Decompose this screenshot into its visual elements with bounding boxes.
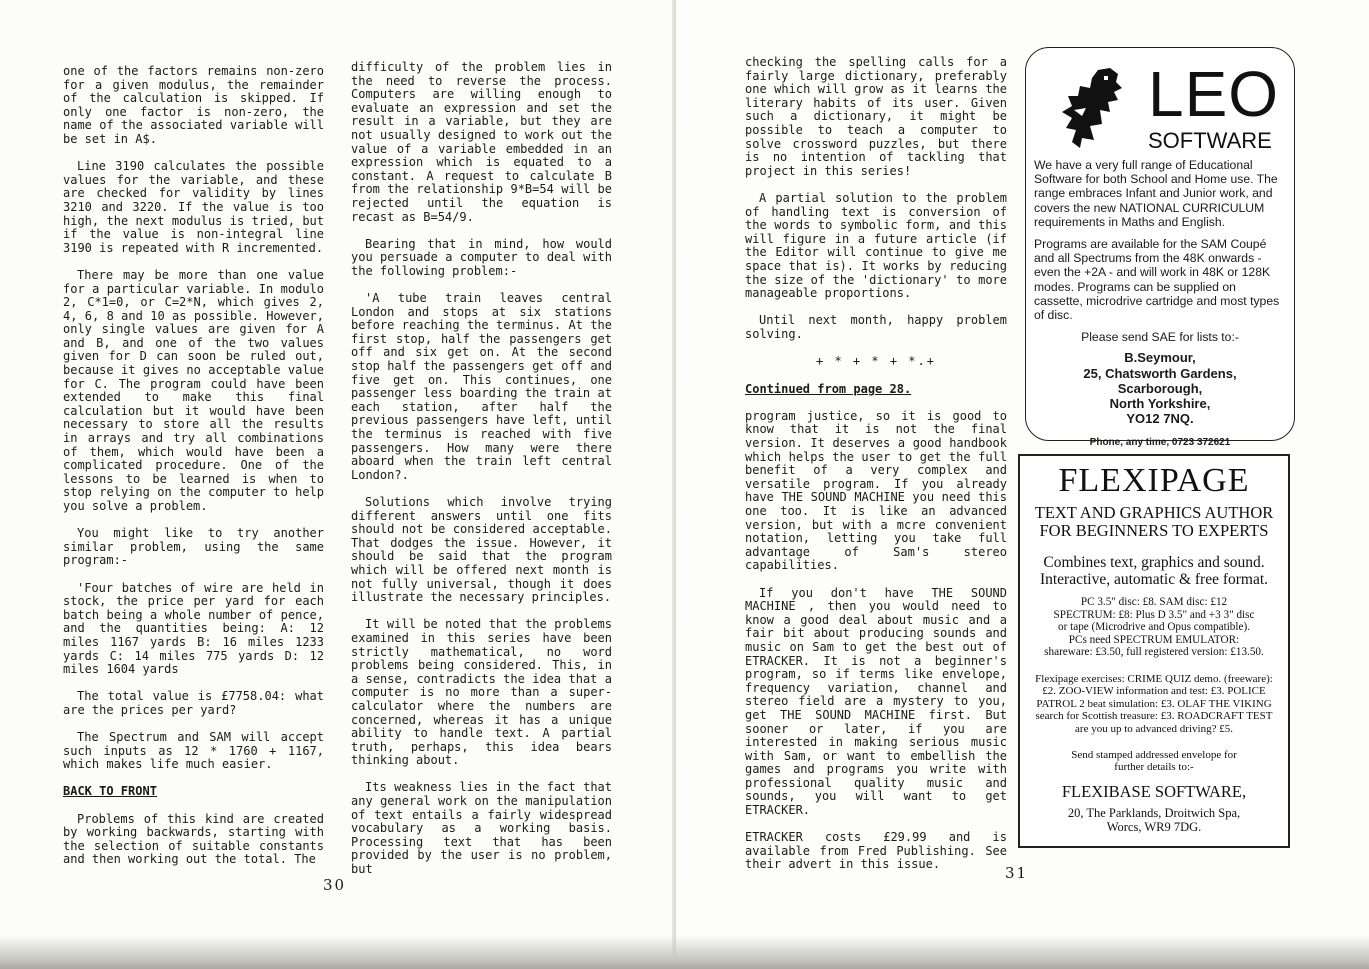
section-heading: BACK TO FRONT [63, 784, 157, 799]
paragraph: The Spectrum and SAM will accept such inputs as 12 * 1760 + 1167, which makes life much easier. [63, 730, 324, 772]
price-line: PC 3.5" disc: £8. SAM disc: £12 [1080, 596, 1228, 608]
flexipage-send [1020, 749, 1288, 774]
paragraph: There may be more than one value for a particular variable. In modulo 2, C*1=0, or C=2*N, which gives 2, 4, 6, 8 and 10 as possible. However, only single values are given for A and B, and one of the two values given for D can soon be ruled out, because it gives no acceptable value for C. The program could have been extended to make this final calculation but it would have been necessary to store all the results in arrays and try all combinations of them, which would have been a complicated procedure. One of the lessons to be learned is when to stop relying on the computer to help you solve a problem. [63, 267, 324, 513]
address-line: YO12 7NQ. [1126, 411, 1194, 427]
scan-edge-shadow [0, 935, 1369, 969]
address-line: 20, The Parklands, Droitwich Spa, [1067, 805, 1241, 820]
price-line: shareware: £3.50, full registered version: £13.50. [1044, 646, 1264, 659]
leo-title: LEO [1148, 58, 1280, 130]
leo-paragraph: We have a very full range of Educational Software for both School and Home use. The range embraces Infant and Junior work, and covers the new NATIONAL CURRICULUM requirements in Maths and English. [1034, 158, 1278, 229]
address-line: 25, Chatsworth Gardens, [1083, 365, 1237, 381]
flexipage-advert [1018, 454, 1290, 848]
price-line: SPECTRUM: £8: Plus D 3.5" and +3 3" disc [1053, 608, 1255, 621]
left-page [0, 0, 676, 969]
paragraph: checking the spelling calls for a fairly large dictionary, preferably one which will grow as it learns the literary habits of its user. Given such a dictionary, it might be possible to teach a computer to solve crossword puzzles, but there is no intention of tackling that project in this series! [745, 55, 1007, 178]
paragraph: Its weakness lies in the fact that any general work on the manipulation of text entails a fairly widespread vocabulary as a working basis. Processing text that has been provided by the user is no problem, but [351, 780, 612, 877]
address-line: North Yorkshire, [1109, 396, 1211, 412]
section-heading: Continued from page 28. [745, 381, 912, 396]
send-line: further details to:- [1114, 761, 1194, 774]
send-line: Send stamped addressed envelope for [1071, 749, 1237, 761]
paragraph: The total value is £7758.04: what are the prices per yard? [63, 689, 324, 717]
leo-address [1034, 350, 1286, 426]
flexipage-exercises: Flexipage exercises: CRIME QUIZ demo. (freeware): £2. ZOO-VIEW information and test: £3. POLICE PATROL 2 beat simulation: £3. OLAF THE VIKING search for Scottish treasure: £3. ROADCRAFT TEST are you up to advanced driving? £5. [1035, 672, 1273, 735]
right-column [745, 56, 1007, 886]
paragraph: Problems of this kind are created by working backwards, starting with the selection of suitable constants and then working out the total. The [63, 811, 324, 867]
leo-software-advert [1025, 47, 1295, 449]
subtitle-line: FOR BEGINNERS TO EXPERTS [1039, 521, 1269, 540]
section-divider: + * + * + *.+ [816, 354, 936, 369]
subtitle-line: TEXT AND GRAPHICS AUTHOR [1034, 503, 1274, 522]
paragraph: Solutions which involve trying different answers until one fits should not be considered acceptable. That dodges the issue. However, it should be said that the program which will be offered next month is not fully universal, though it does illustrate the necessary principles. [351, 495, 612, 605]
leo-header [1026, 48, 1294, 158]
flexipage-address [1020, 806, 1288, 834]
flexipage-company: FLEXIBASE SOFTWARE, [1061, 781, 1247, 801]
leo-body [1026, 158, 1294, 451]
leo-phone: Phone, any time, 0723 372621 [1089, 437, 1231, 449]
address-line: Scarborough, [1117, 380, 1203, 396]
price-line: or tape (Microdrive and Opus compatible). [1058, 621, 1250, 634]
paragraph: ETRACKER costs £29.99 and is available from Fred Publishing. See their advert in this issue. [745, 830, 1007, 872]
leo-subtitle: SOFTWARE [1148, 128, 1272, 153]
leo-send-line: Please send SAE for lists to:- [1081, 330, 1239, 345]
page-number: 30 [323, 876, 347, 894]
paragraph: A partial solution to the problem of handling text is conversion of the words to symbolic form, and this will figure in a future article (if the Editor will continue to give me space that is). It works by reducing the size of the 'dictionary' to more manageable proportions. [745, 190, 1007, 301]
lion-logo-icon [1060, 66, 1126, 150]
address-line: B.Seymour, [1124, 350, 1196, 366]
paragraph: You might like to try another similar problem, using the same program:- [63, 526, 324, 568]
flexipage-title: FLEXIPAGE [1058, 462, 1250, 499]
address-line: Worcs, WR9 7DG. [1106, 819, 1202, 834]
paragraph: 'A tube train leaves central London and stops at six stations before reaching the terminus. At the first stop, half the passengers get off and six get on. At the second stop half the passengers get off and five get on. This continues, one passenger less boarding the train at each station, after half the previous passengers have left, until the terminus is reached with five passengers. How many were there aboard when the train left central London?. [351, 291, 612, 482]
paragraph: Line 3190 calculates the possible values for the variable, and these are checked for validity by lines 3210 and 3220. If the value is too high, the next modulus is tried, but if the value is non-integral line 3190 is repeated with R incremented. [63, 159, 324, 255]
flexipage-features [1020, 554, 1288, 588]
paragraph: program justice, so it is good to know that it is not the final version. It deserves a good handbook which helps the user to get the full benefit of a very complex and versatile program. If you already have THE SOUND MACHINE you need this one too. It is like an advanced version, but with a mcre convenient notation, letting you take full advantage of Sam's stereo capabilities. [745, 408, 1007, 573]
left-column-2 [351, 61, 612, 890]
paragraph: Bearing that in mind, how would you persuade a computer to deal with the following problem:- [351, 236, 612, 278]
paragraph: one of the factors remains non-zero for a given modulus, the remainder of the calculation is skipped. If only one factor is non-zero, the name of the associated variable will be set in A$. [63, 64, 324, 146]
paragraph: If you don't have THE SOUND MACHINE , then you would need to know a good deal about music and a fair bit about producing sounds and music on Sam to get the best out of ETRACKER. It is not a beginner's program, so if terms like envelope, frequency variation, channel and stereo field are a mystery to you, get THE SOUND MACHINE first. But sooner or later, if you are interested in making serious music with Sam, or want to embellish the games and programs you write with professional quality music and sounds, you will want to get ETRACKER. [745, 585, 1007, 818]
flexipage-subtitle [1020, 504, 1288, 540]
price-line: PCs need SPECTRUM EMULATOR: [1068, 633, 1240, 646]
flexipage-prices [1020, 596, 1288, 659]
paragraph: 'Four batches of wire are held in stock, the price per yard for each batch being a whole number of pence, and the quantities being: A: 12 miles 1167 yards B: 16 miles 1233 yards C: 14 miles 775 yards D: 12 miles 1604 yards [63, 580, 324, 677]
paragraph: It will be noted that the problems examined in this series have been strictly mathematical, no word problems being considered. This, in a sense, contradicts the idea that a computer is no more than a super-calculator where the numbers are concerned, whereas it has a unique ability to handle text. A partial truth, perhaps, this idea bears thinking about. [351, 617, 612, 768]
feature-line: Interactive, automatic & free format. [1039, 571, 1269, 588]
leo-paragraph: Programs are available for the SAM Coupé and all Spectrums from the 48K onwards - even the +2A - and will work in 48K or 128K modes. Programs can be supplied on cassette, microdrive cartridge and most types of disc. [1034, 237, 1280, 323]
paragraph: difficulty of the problem lies in the need to reverse the process. Computers are willing enough to evaluate an expression and set the result in a variable, but they are not usually designed to work out the value of a variable embedded in an expression which is equated to a constant. A request to calculate B from the relationship 9*B=54 will be rejected until the equation is recast as B=54/9. [351, 60, 612, 224]
left-column-1 [63, 65, 324, 881]
page-number: 31 [1005, 864, 1029, 882]
paragraph: Until next month, happy problem solving. [745, 313, 1007, 341]
feature-line: Combines text, graphics and sound. [1043, 554, 1265, 571]
